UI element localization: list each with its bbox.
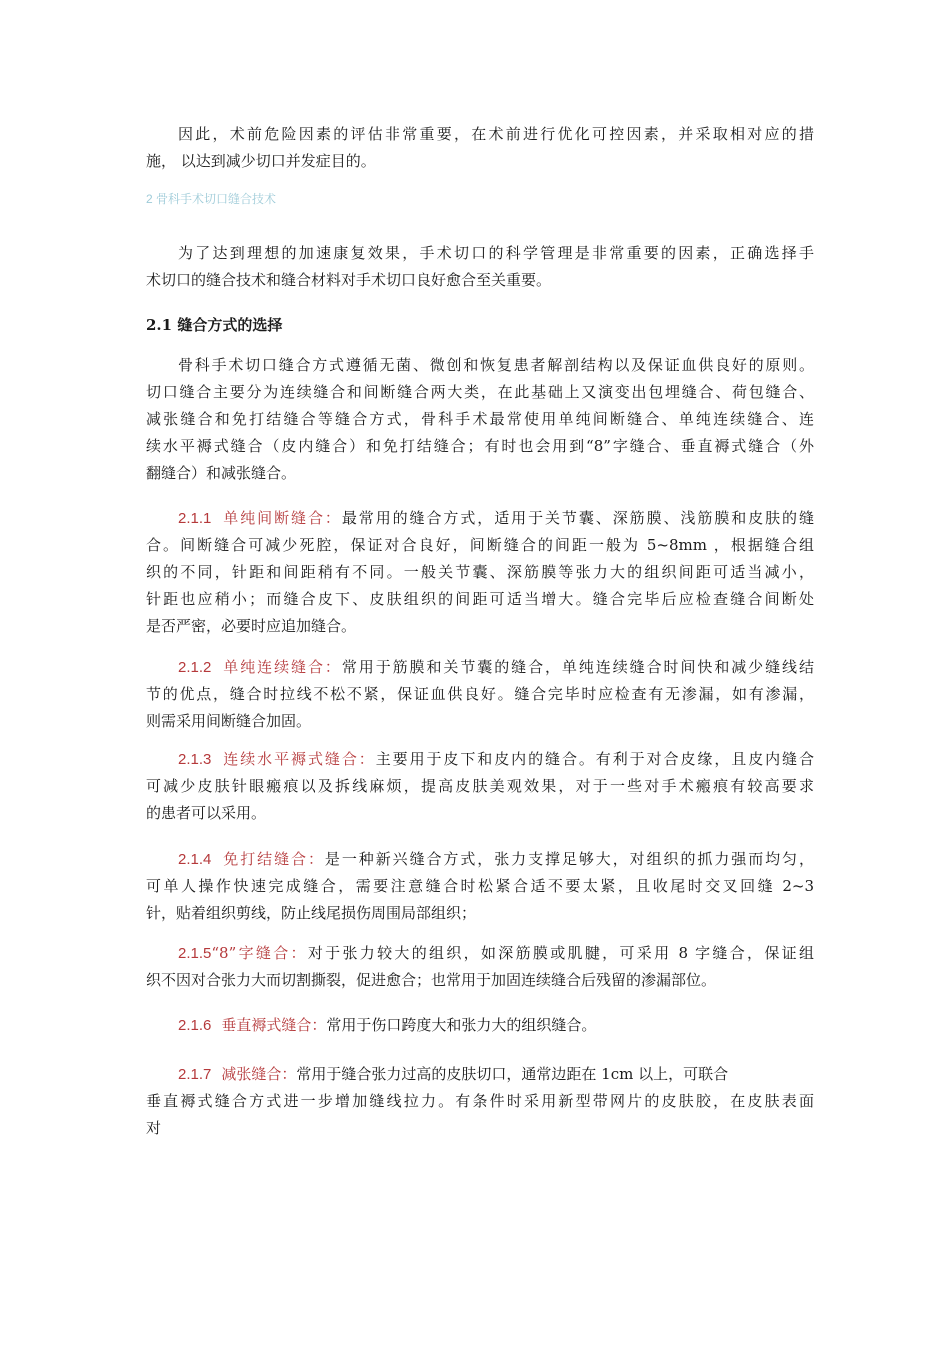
item-first-line [146,1012,814,1039]
item-text: 常用于缝合张力过高的皮肤切口，通常边距在 1cm 以上，可联合 [296,1065,729,1083]
section-2-1-heading: 2.1 缝合方式的选择 [146,316,283,334]
item-2-1-7 [146,1061,814,1142]
text-line: 术切口的缝合技术和缝合材料对手术切口良好愈合至关重要。 [146,271,552,289]
intro-paragraph [146,121,814,175]
item-first-line [146,940,814,967]
item-2-1-3 [146,746,814,827]
text-line: 则需采用间断缝合加固。 [146,712,312,730]
item-title: 单纯间断缝合： [221,509,342,527]
item-first-line [146,505,814,532]
text-line: 续水平褥式缝合（皮内缝合）和免打结缝合；有时也会用到“8”字缝合、垂直褥式缝合（外 [146,437,814,455]
item-text: 常用于筋膜和关节囊的缝合，单纯连续缝合时间快和减少缝线结 [341,658,814,676]
item-text: 是一种新兴缝合方式，张力支撑足够大，对组织的抓力强而均匀， [324,850,814,868]
text-line: 对 [146,1119,162,1137]
item-number: 2.1.7 [178,1066,212,1083]
item-2-1-6 [146,1012,814,1039]
item-text: 对于张力较大的组织，如深筋膜或肌腱，可采用 8 字缝合，保证组 [307,944,814,962]
item-2-1-5 [146,940,814,994]
item-title: 连续水平褥式缝合： [221,750,376,768]
item-2-1-1 [146,505,814,640]
text-line: 减张缝合和免打结缝合等缝合方式，骨科手术最常使用单纯间断缝合、单纯连续缝合、连 [146,410,814,428]
text-line: 针距也应稍小；而缝合皮下、皮肤组织的间距可适当增大。缝合完毕后应检查缝合间断处 [146,590,814,608]
text-line: 垂直褥式缝合方式进一步增加缝线拉力。有条件时采用新型带网片的皮肤胶，在皮肤表面 [146,1092,814,1110]
text-line: 的患者可以采用。 [146,804,267,822]
item-number: 2.1.4 [178,851,212,868]
text-line: 骨科手术切口缝合方式遵循无菌、微创和恢复患者解剖结构以及保证血供良好的原则。 [178,356,814,374]
text-line: 因此，术前危险因素的评估非常重要，在术前进行优化可控因素，并采取相对应的措 [178,125,814,143]
item-number: 2.1.3 [178,751,212,768]
item-title: 单纯连续缝合： [221,658,342,676]
text-line: 是否严密，必要时应追加缝合。 [146,617,357,635]
section-2-paragraph [146,240,814,294]
text-line: 针，贴着组织剪线，防止线尾损伤周围局部组织； [146,904,477,922]
text-line: 翻缝合）和减张缝合。 [146,464,297,482]
item-title: 垂直褥式缝合： [221,1016,327,1034]
item-number: 2.1.2 [178,659,212,676]
item-text: 常用于伤口跨度大和张力大的组织缝合。 [326,1016,597,1034]
item-title: 免打结缝合： [221,850,325,868]
item-first-line [146,746,814,773]
item-2-1-4 [146,846,814,927]
text-line: 织的不同，针距和间距稍有不同。一般关节囊、深筋膜等张力大的组织间距可适当减小， [146,563,814,581]
text-line: 为了达到理想的加速康复效果，手术切口的科学管理是非常重要的因素，正确选择手 [178,244,814,262]
item-first-line [146,1061,814,1088]
text-line: 合。间断缝合可减少死腔，保证对合良好，间断缝合的间距一般为 5~8mm ，根据缝合组 [146,536,814,554]
text-line: 可单人操作快速完成缝合，需要注意缝合时松紧合适不要太紧，且收尾时交叉回缝 2~3 [146,877,814,895]
text-line: 切口缝合主要分为连续缝合和间断缝合两大类，在此基础上又演变出包埋缝合、荷包缝合、 [146,383,814,401]
item-first-line [146,846,814,873]
item-2-1-2 [146,654,814,735]
item-title: “8”字缝合： [211,944,308,962]
text-line: 织不因对合张力大而切割撕裂，促进愈合；也常用于加固连续缝合后残留的渗漏部位。 [146,971,717,989]
section-2-1-paragraph [146,352,814,487]
item-first-line [146,654,814,681]
section-2-heading: 2 骨科手术切口缝合技术 [146,192,277,206]
text-line: 施， 以达到减少切口并发症目的。 [146,152,376,170]
item-text: 主要用于皮下和皮内的缝合。有利于对合皮缘，且皮内缝合 [375,750,814,768]
item-text: 最常用的缝合方式，适用于关节囊、深筋膜、浅筋膜和皮肤的缝 [341,509,814,527]
text-line: 可减少皮肤针眼瘢痕以及拆线麻烦，提高皮肤美观效果，对于一些对手术瘢痕有较高要求 [146,777,814,795]
item-number: 2.1.6 [178,1017,212,1034]
item-title: 减张缝合： [221,1065,297,1083]
text-line: 节的优点，缝合时拉线不松不紧，保证血供良好。缝合完毕时应检查有无渗漏，如有渗漏， [146,685,814,703]
item-number: 2.1.5 [178,945,212,962]
item-number: 2.1.1 [178,510,212,527]
